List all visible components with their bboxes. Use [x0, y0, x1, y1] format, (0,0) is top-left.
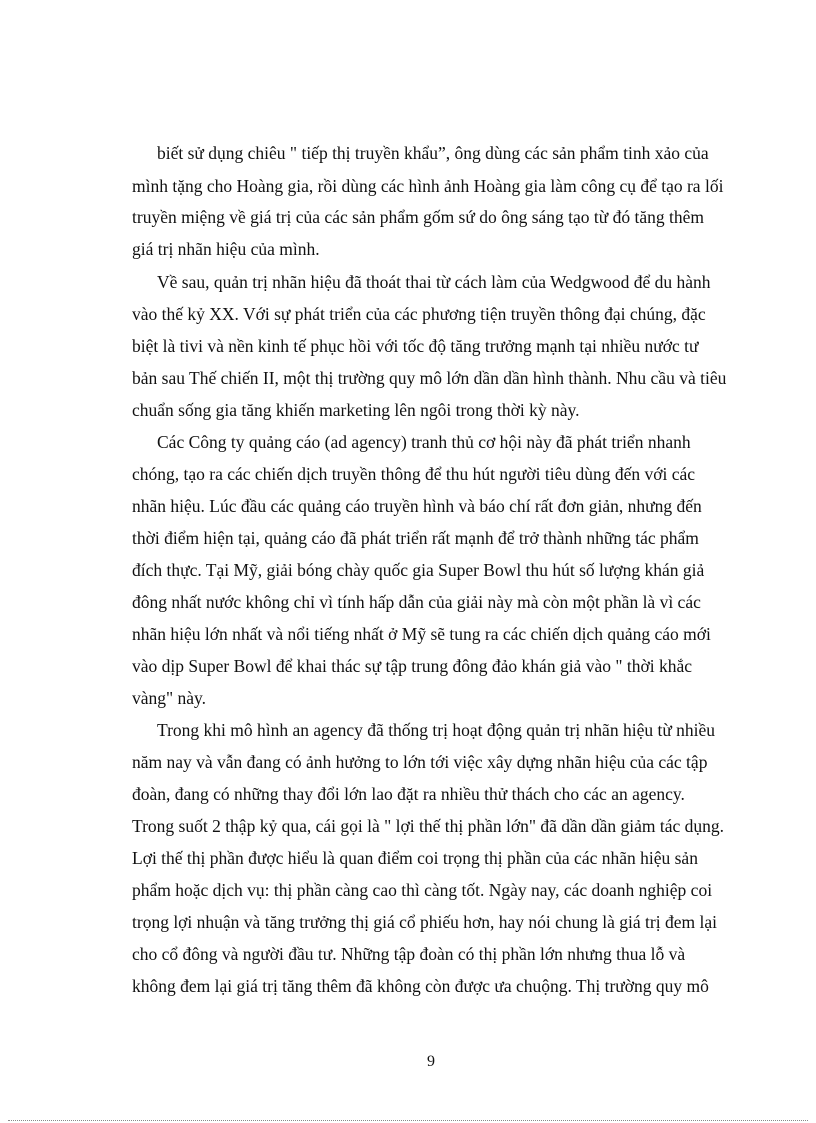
document-page: biết sử dụng chiêu " tiếp thị truyền khẩu”, ông dùng các sản phẩm tinh xảo của mình tặng cho Hoàng gia, rồi dùng các hình ảnh Hoàng gia làm công cụ để tạo ra lối truyền miệng về giá trị của các sản phẩm gốm sứ do ông sáng tạo từ đó tăng thêm giá trị nhãn hiệu của mình. Về sau, quản trị nhãn hiệu đã thoát thai từ cách làm của Wedgwood để du hành vào thế kỷ XX. Với sự phát triển của các phương tiện truyền thông đại chúng, đặc biệt là tivi và nền kinh tế phục hồi với tốc độ tăng trưởng mạnh tại nhiều nước tư bản sau Thế chiến II, một thị trường quy mô lớn dần dần hình thành. Nhu cầu và tiêu chuẩn sống gia tăng khiến marketing lên ngôi trong thời kỳ này. Các Công ty quảng cáo (ad agency) tranh thủ cơ hội này đã phát triển nhanh chóng, tạo ra các chiến dịch truyền thông để thu hút người tiêu dùng đến với các nhãn hiệu. Lúc đầu các quảng cáo truyền hình và báo chí rất đơn giản, nhưng đến thời điểm hiện tại, quảng cáo đã phát triển rất mạnh để trở thành những tác phẩm đích thực. Tại Mỹ, giải bóng chày quốc gia Super Bowl thu hút số lượng khán giả đông nhất nước không chỉ vì tính hấp dẫn của giải này mà còn một phần là vì các nhãn hiệu lớn nhất và nổi tiếng nhất ở Mỹ sẽ tung ra các chiến dịch quảng cáo mới vào dịp Super Bowl để khai thác sự tập trung đông đảo khán giả vào " thời khắc vàng" này. Trong khi mô hình an agency đã thống trị hoạt động quản trị nhãn hiệu từ nhiều năm nay và vẫn đang có ảnh hưởng to lớn tới việc xây dựng nhãn hiệu của các tập đoàn, đang có những thay đổi lớn lao đặt ra nhiều thử thách cho các an agency. Trong suốt 2 thập kỷ qua, cái gọi là " lợi thế thị phần lớn" đã dần dần giảm tác dụng. Lợi thế thị phần được hiểu là quan điểm coi trọng thị phần của các nhãn hiệu sản phẩm hoặc dịch vụ: thị phần càng cao thì càng tốt. Ngày nay, các doanh nghiệp coi trọng lợi nhuận và tăng trưởng thị giá cổ phiếu hơn, hay nói chung là giá trị đem lại cho cổ đông và người đầu tư. Những tập đoàn có thị phần lớn nhưng thua lỗ và không đem lại giá trị tăng thêm đã không còn được ưa chuộng. Thị trường quy mô 9 — [0, 0, 816, 1123]
page-bottom-border — [8, 1120, 808, 1121]
